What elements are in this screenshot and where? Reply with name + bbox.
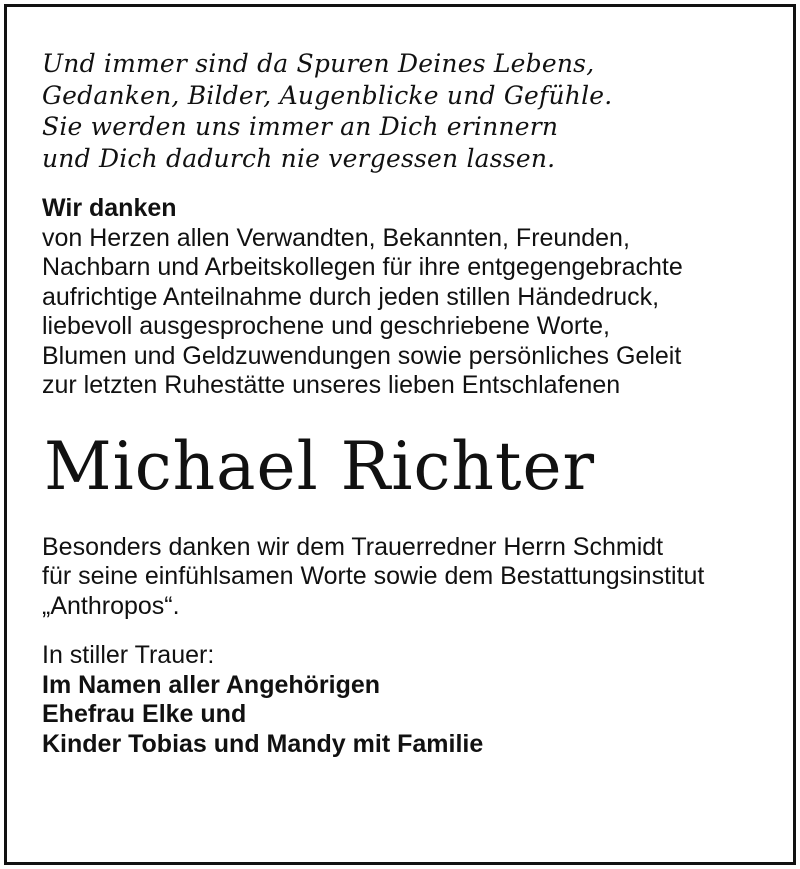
thanks-line: Nachbarn und Arbeitskollegen für ihre entgegengebrachte	[42, 253, 683, 281]
mourners-intro: In stiller Trauer:	[42, 641, 215, 669]
thanks-line: liebevoll ausgesprochene und geschriebene Worte,	[42, 312, 610, 340]
thanks-section	[42, 194, 772, 401]
thanks-heading: Wir danken	[42, 194, 177, 222]
notice-content	[42, 48, 772, 759]
thanks-line: Blumen und Geldzuwendungen sowie persönliches Geleit	[42, 341, 682, 370]
memorial-poem	[42, 48, 772, 174]
special-thanks-line: für seine einfühlsamen Worte sowie dem Bestattungsinstitut	[42, 562, 705, 590]
thanks-line: zur letzten Ruhestätte unseres lieben Entschlafenen	[42, 371, 621, 399]
deceased-name: Michael Richter	[44, 427, 596, 505]
special-thanks-line: Besonders danken wir dem Trauerredner Herrn Schmidt	[42, 532, 664, 561]
mourners-line: Kinder Tobias und Mandy mit Familie	[42, 729, 484, 758]
poem-line: und Dich dadurch nie vergessen lassen.	[42, 143, 556, 173]
poem-line: Sie werden uns immer an Dich erinnern	[42, 112, 559, 141]
thanks-line: von Herzen allen Verwandten, Bekannten, Freunden,	[42, 223, 630, 252]
mourners-section	[42, 641, 772, 759]
poem-line: Und immer sind da Spuren Deines Lebens,	[42, 49, 595, 78]
thanks-line: aufrichtige Anteilnahme durch jeden stillen Händedruck,	[42, 282, 660, 311]
special-thanks-section	[42, 533, 772, 622]
mourners-line: Im Namen aller Angehörigen	[42, 670, 381, 699]
poem-line: Gedanken, Bilder, Augenblicke und Gefühle.	[42, 80, 613, 110]
special-thanks-line: „Anthropos“.	[42, 591, 180, 620]
mourners-line: Ehefrau Elke und	[42, 700, 247, 728]
